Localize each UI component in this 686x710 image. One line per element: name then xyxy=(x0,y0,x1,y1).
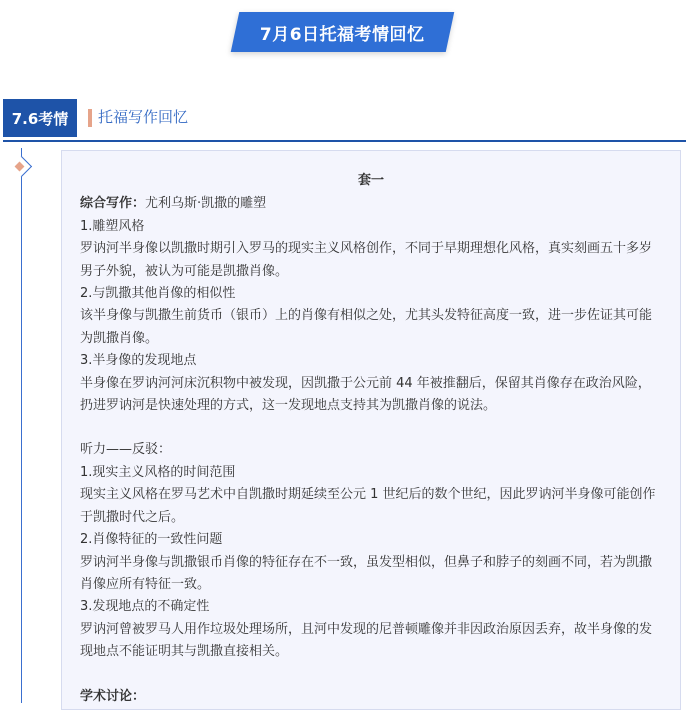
listening-point-heading: 1.现实主义风格的时间范围 xyxy=(80,464,236,480)
listening-point-body: 罗讷河曾被罗马人用作垃圾处理场所，且河中发现的尼普顿雕像并非因政治原因丢弃，故半身像的发现地点不能证明其与凯撒直接相关。 xyxy=(80,621,653,660)
reading-point-body: 该半身像与凯撒生前货币（银币）上的肖像有相似之处，尤其头发特征高度一致，进一步佐证其可能为凯撒肖像。 xyxy=(80,308,653,346)
section-badge xyxy=(3,99,77,137)
reading-point-heading: 3.半身像的发现地点 xyxy=(80,353,197,369)
timeline-line xyxy=(21,148,22,703)
topic-line xyxy=(80,193,662,215)
reading-point-body: 罗讷河半身像以凯撒时期引入罗马的现实主义风格创作，不同于早期理想化风格，真实刻画五十多岁男子外貌，被认为可能是凯撒肖像。 xyxy=(80,241,653,279)
topic-text: 尤利乌斯·凯撒的雕塑 xyxy=(145,196,267,212)
listening-point-heading: 3.发现地点的不确定性 xyxy=(80,599,210,615)
reading-point-heading: 2.与凯撒其他肖像的相似性 xyxy=(80,286,236,302)
spacer xyxy=(80,417,662,439)
page-banner xyxy=(231,12,455,52)
section-divider xyxy=(3,140,686,142)
reading-point-body: 半身像在罗讷河河床沉积物中被发现，因凯撒于公元前 44 年被推翻后，保留其肖像存在政治风险，扔进罗讷河是快速处理的方式，这一发现地点支持其为凯撒肖像的说法。 xyxy=(80,375,651,414)
listening-label: 听力——反驳： xyxy=(80,442,172,458)
reading-point-heading: 1.雕塑风格 xyxy=(80,218,145,234)
banner-title: 7月6日托福考情回忆 xyxy=(260,24,425,45)
discussion-label: 学术讨论： xyxy=(80,688,146,704)
listening-point-heading: 2.肖像特征的一致性问题 xyxy=(80,532,223,548)
content-card xyxy=(61,150,681,710)
listening-point-body: 现实主义风格在罗马艺术中自凯撒时期延续至公元 1 世纪后的数个世纪，因此罗讷河半身像可能创作于凯撒时代之后。 xyxy=(80,487,656,525)
section-title: 托福写作回忆 xyxy=(98,108,189,126)
discussion-line xyxy=(80,686,662,708)
section-marker xyxy=(88,109,92,127)
card-heading: 套一 xyxy=(357,173,384,188)
spacer xyxy=(80,664,662,686)
listening-point-body: 罗讷河半身像与凯撒银币肖像的特征存在不一致，虽发型相似，但鼻子和脖子的刻画不同，若为凯撒肖像应所有特征一致。 xyxy=(80,554,653,592)
topic-label: 综合写作： xyxy=(80,196,146,212)
badge-label: 7.6考情 xyxy=(11,109,69,128)
